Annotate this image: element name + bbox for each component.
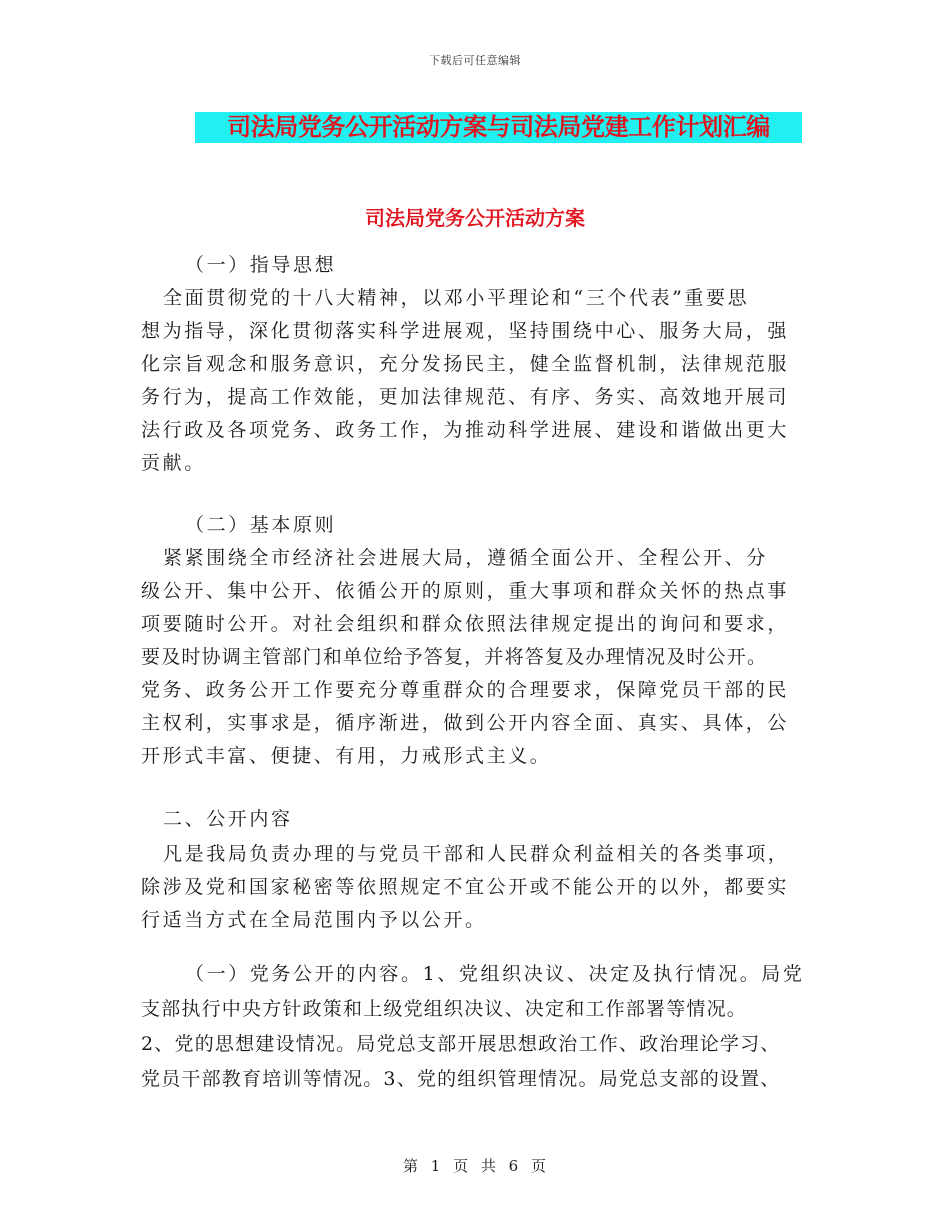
- main-title: 司法局党务公开活动方案与司法局党建工作计划汇编: [195, 112, 802, 143]
- paragraph-line: 务行为，提高工作效能，更加法律规范、有序、务实、高效地开展司: [141, 386, 790, 408]
- paragraph-line: 法行政及各项党务、政务工作，为推动科学进展、建设和谐做出更大: [141, 419, 790, 441]
- paragraph-line: 全面贯彻党的十八大精神，以邓小平理论和“三个代表”重要思: [163, 287, 750, 309]
- paragraph-line: 化宗旨观念和服务意识，充分发扬民主，健全监督机制，法律规范服: [141, 353, 790, 375]
- paragraph-line: 想为指导，深化贯彻落实科学进展观，坚持围绕中心、服务大局，强: [141, 320, 790, 342]
- header-note: 下载后可任意编辑: [429, 54, 521, 67]
- paragraph-line: （一）党务公开的内容。1、党组织决议、决定及执行情况。局党: [185, 963, 805, 985]
- section-title: 司法局党务公开活动方案: [365, 206, 585, 230]
- paragraph-line: 紧紧围绕全市经济社会进展大局，遵循全面公开、全程公开、分: [163, 547, 768, 569]
- paragraph-line: 开形式丰富、便捷、有用，力戒形式主义。: [141, 745, 552, 767]
- paragraph-line: 支部执行中央方针政策和上级党组织决议、决定和工作部署等情况。: [141, 998, 748, 1020]
- paragraph-line: 级公开、集中公开、依循公开的原则，重大事项和群众关怀的热点事: [141, 580, 790, 602]
- paragraph-line: 贡献。: [141, 452, 206, 474]
- paragraph-line: 除涉及党和国家秘密等依照规定不宜公开或不能公开的以外，都要实: [141, 876, 790, 898]
- paragraph-line: 党务、政务公开工作要充分尊重群众的合理要求，保障党员干部的民: [141, 679, 790, 701]
- paragraph-line: 要及时协调主管部门和单位给予答复，并将答复及办理情况及时公开。: [141, 646, 768, 668]
- page-number-footer: 第 1 页 共 6 页: [403, 1157, 547, 1175]
- paragraph-line: 党员干部教育培训等情况。3、党的组织管理情况。局党总支部的设置、: [141, 1068, 781, 1090]
- heading-guiding-thought: （一）指导思想: [185, 254, 337, 276]
- paragraph-line: 主权利，实事求是，循序渐进，做到公开内容全面、真实、具体，公: [141, 712, 790, 734]
- paragraph-line: 项要随时公开。对社会组织和群众依照法律规定提出的询问和要求，: [141, 613, 790, 635]
- heading-public-content: 二、公开内容: [163, 808, 293, 830]
- heading-basic-principles: （二）基本原则: [185, 514, 337, 536]
- paragraph-line: 凡是我局负责办理的与党员干部和人民群众利益相关的各类事项，: [163, 843, 790, 865]
- paragraph-line: 行适当方式在全局范围内予以公开。: [141, 909, 487, 931]
- paragraph-line: 2、党的思想建设情况。局党总支部开展思想政治工作、政治理论学习、: [141, 1033, 781, 1055]
